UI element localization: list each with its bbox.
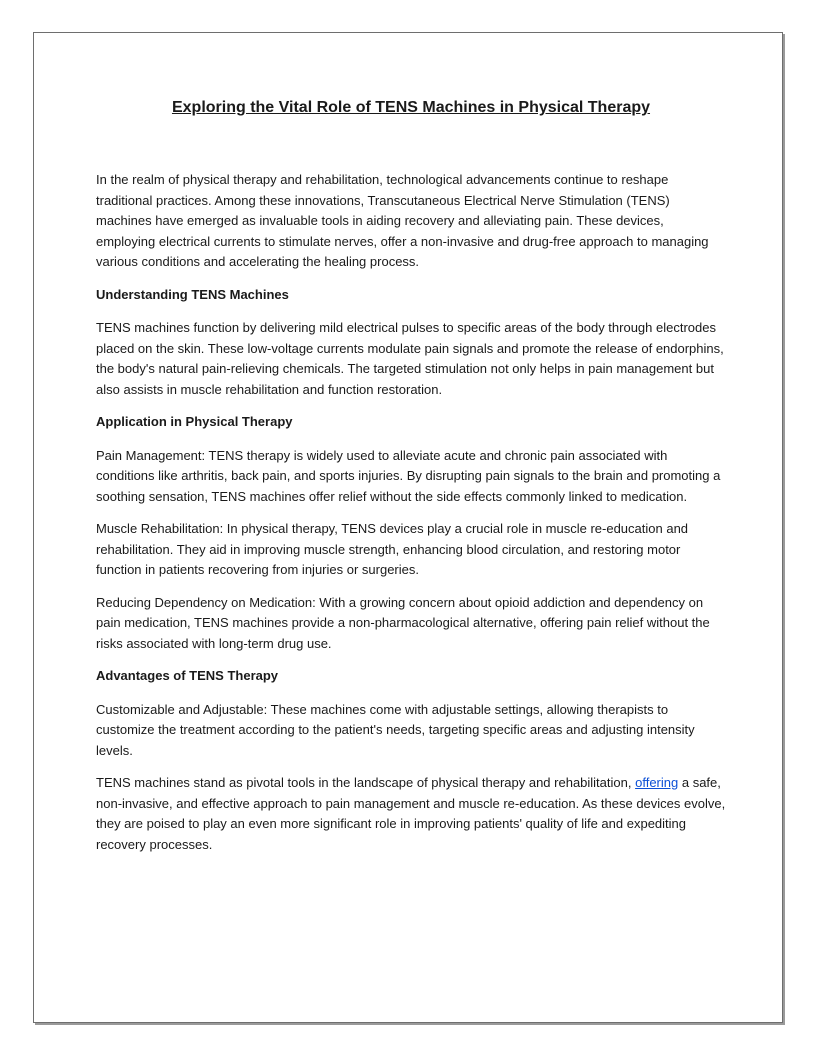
section-paragraph: Reducing Dependency on Medication: With a growing concern about opioid addiction and dependency on pain medication, TENS machines provide a non-pharmacological alternative, offering pain relief without the risks associated with long-term drug use. bbox=[96, 594, 710, 651]
document-body bbox=[96, 96, 726, 867]
section-heading-understanding: Understanding TENS Machines bbox=[96, 286, 289, 302]
conclusion-text-after: a safe, non-invasive, and effective approach to pain management and muscle re-education. As these devices evolve, they are poised to play an even more significant role in improving patients' quality of life and expediting recovery processes. bbox=[96, 775, 726, 852]
section-heading-advantages: Advantages of TENS Therapy bbox=[96, 668, 279, 683]
document-title: Exploring the Vital Role of TENS Machines in Physical Therapy bbox=[171, 99, 651, 116]
section-paragraph: TENS machines function by delivering mild electrical pulses to specific areas of the body through electrodes placed on the skin. These low-voltage currents modulate pain signals and promote the release of endorphins, the body's natural pain-relieving chemicals. The targeted stimulation not only helps in pain management but also assists in muscle rehabilitation and function restoration. bbox=[96, 320, 724, 397]
section-paragraph: Customizable and Adjustable: These machines come with adjustable settings, allowing therapists to customize the treatment according to the patient's needs, targeting specific areas and adjusting intensity levels. bbox=[96, 701, 695, 758]
intro-paragraph: In the realm of physical therapy and rehabilitation, technological advancements continue to reshape traditional practices. Among these innovations, Transcutaneous Electrical Nerve Stimulation (TENS) machines have emerged as invaluable tools in aiding recovery and alleviating pain. These devices, employing electrical currents to stimulate nerves, offer a non-invasive and drug-free approach to managing various conditions and accelerating the healing process. bbox=[96, 172, 709, 269]
conclusion-paragraph bbox=[96, 773, 726, 855]
offering-link[interactable]: offering bbox=[635, 775, 679, 790]
section-paragraph: Pain Management: TENS therapy is widely used to alleviate acute and chronic pain associated with conditions like arthritis, back pain, and sports injuries. By disrupting pain signals to the brain and promoting a soothing sensation, TENS machines offer relief without the side effects commonly linked to medication. bbox=[96, 447, 721, 504]
section-paragraph: Muscle Rehabilitation: In physical therapy, TENS devices play a crucial role in muscle re-education and rehabilitation. They aid in improving muscle strength, enhancing blood circulation, and restoring motor function in patients recovering from injuries or surgeries. bbox=[96, 521, 689, 577]
conclusion-text-before: TENS machines stand as pivotal tools in the landscape of physical therapy and rehabilitation, bbox=[96, 775, 636, 790]
section-heading-application: Application in Physical Therapy bbox=[96, 414, 293, 429]
